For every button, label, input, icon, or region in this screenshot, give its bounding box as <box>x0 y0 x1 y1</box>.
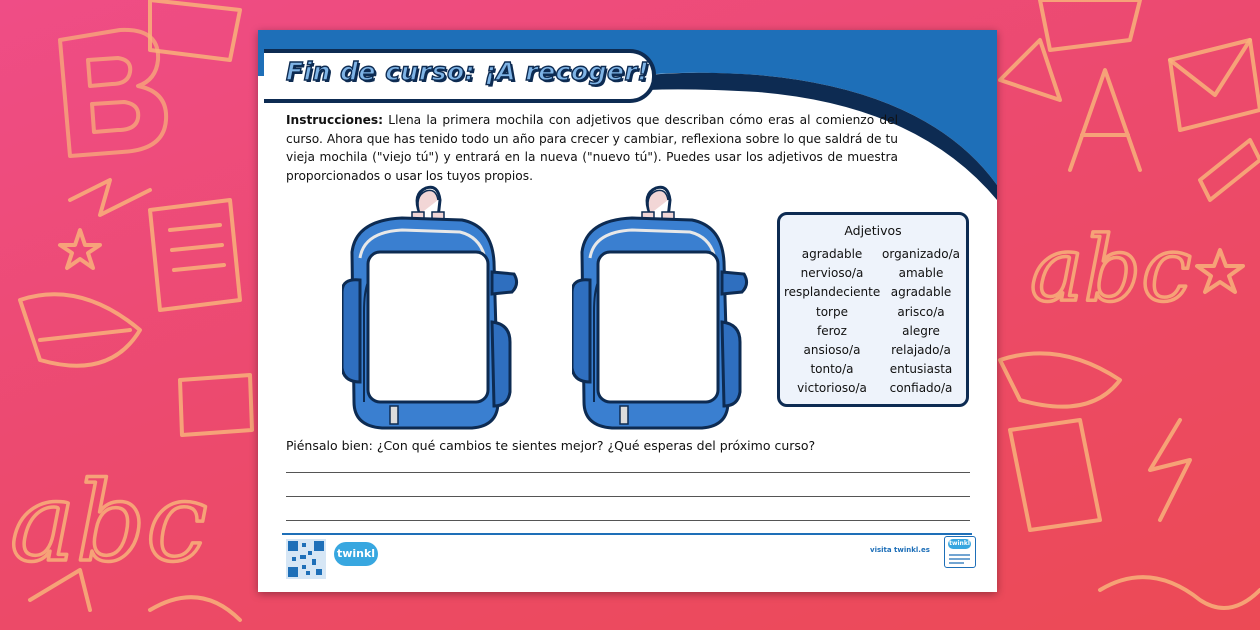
adjectives-column-1 <box>784 245 880 399</box>
twinkl-logo: twinkl <box>334 542 378 566</box>
adjective-item: arisco/a <box>897 304 945 319</box>
adjective-item: torpe <box>816 304 848 319</box>
worksheet-title: Fin de curso: ¡A recoger! <box>286 57 650 86</box>
footer-divider <box>282 533 972 535</box>
adjectives-column-2 <box>876 245 966 399</box>
visit-link[interactable]: visita twinkl.es <box>870 546 930 554</box>
adjective-item: feroz <box>817 323 847 338</box>
svg-text:abc: abc <box>10 458 208 586</box>
adjective-item: entusiasta <box>889 362 953 377</box>
instructions <box>286 111 898 185</box>
adjective-item: alegre <box>902 323 940 338</box>
badge-lines <box>948 552 971 564</box>
old-backpack <box>342 182 520 432</box>
qr-code-icon <box>286 539 326 579</box>
new-backpack <box>572 182 750 432</box>
writing-line[interactable] <box>286 472 970 473</box>
adjective-item: relajado/a <box>891 343 951 358</box>
quality-badge-icon <box>944 536 976 568</box>
lightning-doodle <box>70 180 150 215</box>
adjective-item: victorioso/a <box>797 381 867 396</box>
adjective-item: ansioso/a <box>803 343 861 358</box>
adjective-item: confiado/a <box>889 381 953 396</box>
instructions-text: Llena la primera mochila con adjetivos que describan cómo eras al comienzo del curso. Ahora que has tenido todo un año para crecer y cambiar, reflexiona sobre lo que saldrá de tu vieja mochila ("viejo tú") y entrará en la nueva ("nuevo tú"). Puedes usar los adjetivos de muestra proporcionados o usar los tuyos propios. <box>286 113 898 183</box>
writing-line[interactable] <box>286 520 970 521</box>
adjective-item: agradable <box>801 247 863 261</box>
adjectives-box <box>777 212 969 407</box>
reflection-question: Piénsalo bien: ¿Con qué cambios te sientes mejor? ¿Qué esperas del próximo curso? <box>286 438 816 453</box>
adjective-item: amable <box>898 266 944 281</box>
adjective-item: agradable <box>890 285 952 300</box>
badge-label: twinkl <box>949 540 970 547</box>
adjective-item: nervioso/a <box>800 266 864 281</box>
adjective-item: resplandeciente <box>784 285 881 300</box>
svg-text:abc: abc <box>1030 217 1192 322</box>
writing-line[interactable] <box>286 496 970 497</box>
instructions-label: Instrucciones: <box>286 113 384 127</box>
adjectives-title: Adjetivos <box>844 223 902 238</box>
worksheet <box>258 30 997 592</box>
adjective-item: organizado/a <box>882 247 960 261</box>
adjective-item: tonto/a <box>810 362 854 377</box>
